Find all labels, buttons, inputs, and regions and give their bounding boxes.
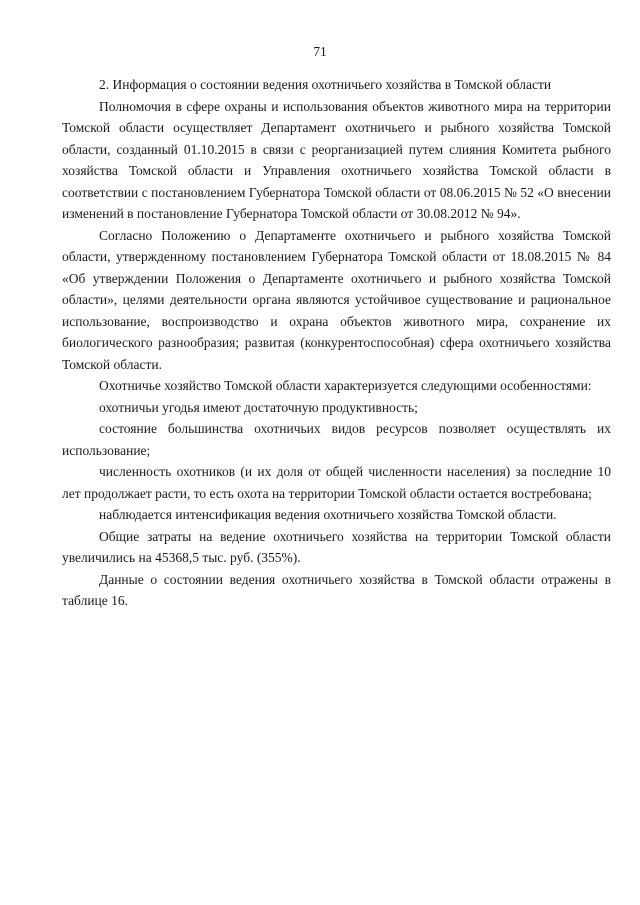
paragraph-feature-resources: состояние большинства охотничьих видов ресурсов позволяет осуществлять их использование;	[62, 421, 611, 458]
paragraph-features-intro: Охотничье хозяйство Томской области характеризуется следующими особенностями:	[99, 378, 592, 393]
paragraph-regulation: Согласно Положению о Департаменте охотничьего и рыбного хозяйства Томской области, утвержденному постановлением Губернатора Томской области от 18.08.2015 № 84 «Об утверждении Положения о Департаменте охотничьего и рыбного хозяйства Томской области», целями деятельности органа являются устойчивое существование и рациональное использование, воспроизводство и охрана объектов животного мира, сохранение их биологического разнообразия; развитая (конкурентоспособная) сфера охотничьего хозяйства Томской области.	[62, 227, 611, 372]
paragraph-costs: Общие затраты на ведение охотничьего хозяйства на территории Томской области увеличились на 45368,5 тыс. руб. (355%).	[62, 528, 611, 565]
paragraph-feature-hunters: численность охотников (и их доля от общей численности населения) за последние 10 лет продолжает расти, то есть охота на территории Томской области остается востребована;	[62, 464, 611, 501]
paragraph-table-reference: Данные о состоянии ведения охотничьего хозяйства в Томской области отражены в таблице 16.	[62, 571, 611, 608]
paragraph-feature-intensification: наблюдается интенсификация ведения охотничьего хозяйства Томской области.	[99, 507, 557, 522]
section-heading: 2. Информация о состоянии ведения охотничьего хозяйства в Томской области	[99, 77, 552, 92]
paragraph-authority: Полномочия в сфере охраны и использования объектов животного мира на территории Томской области осуществляет Департамент охотничьего и рыбного хозяйства Томской области, созданный 01.10.2015 в связи с реорганизацией путем слияния Комитета рыбного хозяйства Томской области и Управления охотничьего хозяйства Томской области в соответствии с постановлением Губернатора Томской области от 08.06.2015 № 52 «О внесении изменений в постановление Губернатора Томской области от 30.08.2012 № 94».	[62, 98, 611, 221]
page-number: 71	[313, 44, 327, 59]
paragraph-feature-productivity: охотничьи угодья имеют достаточную продуктивность;	[99, 399, 418, 415]
document-body	[62, 74, 611, 612]
